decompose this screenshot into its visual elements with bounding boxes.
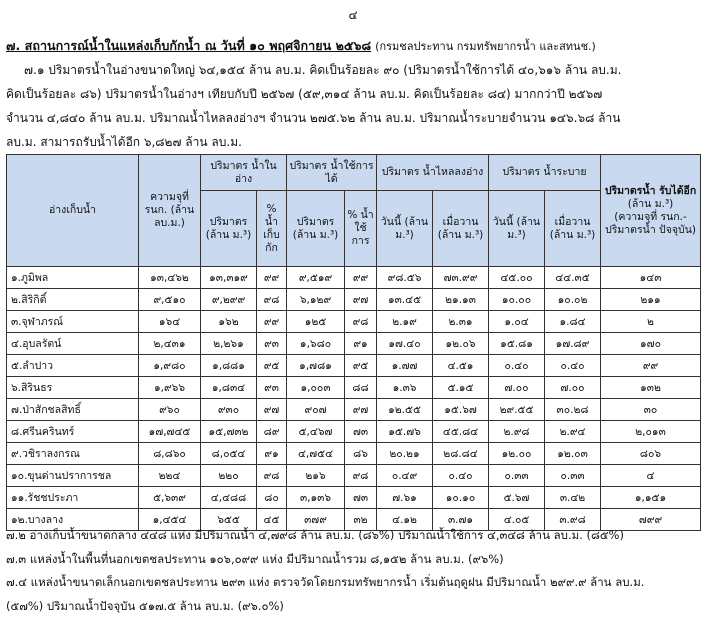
table-row [7,311,701,333]
table-cell: ๗.๖๑ [377,487,433,509]
table-cell: ๔๕.๘๔ [433,421,489,443]
header-usable: ปริมาตร (ล้าน ม.³) [287,191,345,267]
table-cell: ๗๙๙ [601,509,701,531]
table-cell: ๙๙ [257,267,287,289]
header-reservoir: อ่างเก็บน้ำ [7,155,139,267]
table-row [7,289,701,311]
note-line: ๗.๒ อ่างเก็บน้ำขนาดกลาง ๔๔๘ แห่ง มีปริมาณน้ำ ๔,๗๙๘ ล้าน ลบ.ม. (๘๖%) ปริมาณน้ำใช้การ ๔,๓๔๘ ล้าน ลบ.ม. (๘๕%) [6,528,624,542]
table-cell: ๑๓,๓๑๙ [201,267,257,289]
table-cell: ๒,๒๖๑ [201,333,257,355]
table-row [7,399,701,421]
table-cell: ๘๘ [345,377,377,399]
table-cell: ๑๕,๗๓๒ [201,421,257,443]
table-cell: ๒๘.๘๔ [433,443,489,465]
table-cell: ๙๗ [345,289,377,311]
table-row [7,377,701,399]
page-number: ๔ [348,8,358,22]
header-release-today: วันนี้ (ล้าน ม.³) [489,191,545,267]
table-cell: ๙๓ [257,333,287,355]
table-cell: ๑๕.๗๖ [377,421,433,443]
header-volume-group: ปริมาตร น้ำในอ่าง [201,155,287,191]
header-inflow-yesterday: เมื่อวาน (ล้าน ม.³) [433,191,489,267]
table-cell: ๕,๔๖๗ [287,421,345,443]
table-body [7,267,701,531]
table-cell: ๒,๐๑๓ [601,421,701,443]
table-row [7,333,701,355]
table-cell: ๒๑.๑๓ [433,289,489,311]
reservoir-name-cell: ๑๑.รัชชประภา [7,487,139,509]
table-cell: ๒๒๐ [201,465,257,487]
table-cell: ๐.๔๐ [489,355,545,377]
table-cell: ๑,๙๘๐ [139,355,201,377]
table-cell: ๑๓.๔๕ [377,289,433,311]
table-cell: ๙,๕๑๐ [139,289,201,311]
note-line: ๗.๓ แหล่งน้ำในพื้นที่นอกเขตชลประทาน ๑๐๖,๐๙๙ แห่ง มีปริมาณน้ำรวม ๘,๑๕๒ ล้าน ลบ.ม. (๙๖%) [6,551,504,566]
table-row [7,487,701,509]
table-cell: ๙๓ [257,377,287,399]
table-cell: ๑๐.๐๐ [489,289,545,311]
note-line: ๗.๔ แหล่งน้ำขนาดเล็กนอกเขตชลประทาน ๒๙๓ แห่ง ตรวจวัดโดยกรมทรัพยากรน้ำ เริ่มต้นฤดูฝน มีปริมาณน้ำ ๒๙๙.๙ ล้าน ลบ.ม. [6,575,645,589]
table-cell: ๓๐.๒๘ [545,399,601,421]
table-cell: ๒ [601,311,701,333]
paragraph-line: ๗.๑ ปริมาตรน้ำในอ่างขนาดใหญ่ ๖๔,๑๕๔ ล้าน ลบ.ม. คิดเป็นร้อยละ ๙๐ (ปริมาตรน้ำใช้การได้ ๔๐,๖๑๖ ล้าน ลบ.ม. [24,63,622,77]
header-usable-pct: % น้ำใช้ การ [345,191,377,267]
table-cell: ๔.๐๕ [489,509,545,531]
table-row [7,443,701,465]
summary-paragraph [6,58,700,154]
table-cell: ๑๒.๐๐ [489,443,545,465]
table-cell: ๔ [601,465,701,487]
table-cell: ๕,๖๓๙ [139,487,201,509]
table-cell: ๗๓ [345,487,377,509]
table-cell: ๑๗๐ [601,333,701,355]
table-cell: ๑๒.๕๕ [377,399,433,421]
table-cell: ๔๕.๐๐ [489,267,545,289]
table-cell: ๓.๗๑ [433,509,489,531]
header-inflow-today: วันนี้ (ล้าน ม.³) [377,191,433,267]
table-cell: ๙๓๐ [201,399,257,421]
table-cell: ๑,๐๐๓ [287,377,345,399]
table-cell: ๒.๙๘ [489,421,545,443]
table-header [7,155,701,267]
header-capacity-left-unit: (ล้าน ม.³) [627,197,674,210]
table-cell: ๘๐ [257,487,287,509]
table-cell: ๙๘ [345,465,377,487]
table-cell: ๙๙ [601,355,701,377]
table-row [7,421,701,443]
table-cell: ๐.๔๐ [433,465,489,487]
reservoir-name-cell: ๓.จุฬาภรณ์ [7,311,139,333]
table-cell: ๙๘ [257,289,287,311]
table-cell: ๓.๔๒ [545,487,601,509]
table-cell: ๙,๒๙๙ [201,289,257,311]
table-cell: ๑,๘๘๑ [201,355,257,377]
table-cell: ๖,๑๒๙ [287,289,345,311]
reservoir-table [6,154,701,531]
header-release-yesterday: เมื่อวาน (ล้าน ม.³) [545,191,601,267]
section-source: (กรมชลประทาน กรมทรัพยากรน้ำ และสทนช.) [375,40,596,53]
table-cell: ๒.๑๙ [377,311,433,333]
reservoir-name-cell: ๕.ลำปาว [7,355,139,377]
table-cell: ๗.๐๐ [489,377,545,399]
table-cell: ๒๐.๒๑ [377,443,433,465]
table-cell: ๙๕ [257,355,287,377]
table-cell: ๑๒.๐๖ [433,333,489,355]
table-cell: ๑๐.๐๒ [545,289,601,311]
table-cell: ๘๐๖ [601,443,701,465]
table-cell: ๘,๐๕๔ [201,443,257,465]
table-cell: ๙๙ [257,311,287,333]
table-cell: ๑๐.๑๐ [433,487,489,509]
reservoir-name-cell: ๒.สิริกิติ์ [7,289,139,311]
table-cell: ๑๕.๘๑ [489,333,545,355]
table-cell: ๑,๖๘๐ [287,333,345,355]
table-cell: ๔,๗๕๔ [287,443,345,465]
table-cell: ๑๕.๖๗ [433,399,489,421]
reservoir-name-cell: ๘.ศรีนครินทร์ [7,421,139,443]
header-capacity: ความจุที่ รนก. (ล้าน ลบ.ม.) [139,155,201,267]
table-cell: ๐.๓๓ [489,465,545,487]
table-cell: ๑.๐๔ [489,311,545,333]
table-cell: ๙๗ [345,399,377,421]
table-row [7,355,701,377]
reservoir-name-cell: ๑๐.ขุนด่านปราการชล [7,465,139,487]
table-cell: ๑๗.๘๙ [545,333,601,355]
header-release-group: ปริมาตร น้ำระบาย [489,155,601,191]
table-cell: ๐.๔๐ [545,355,601,377]
section-heading [6,36,702,56]
table-cell: ๑๔๓ [601,267,701,289]
header-inflow-group: ปริมาตร น้ำไหลลงอ่าง [377,155,489,191]
table-row [7,465,701,487]
table-cell: ๙๐๗ [287,399,345,421]
table-cell: ๔๕ [257,509,287,531]
table-cell: ๒๑๖ [287,465,345,487]
table-cell: ๙๕ [345,355,377,377]
table-cell: ๔,๔๘๘ [201,487,257,509]
table-cell: ๒.๙๔ [545,421,601,443]
table-cell: ๙๘ [345,311,377,333]
table-cell: ๘๙ [257,421,287,443]
table-cell: ๓๗๙ [287,509,345,531]
table-cell: ๔.๑๒ [377,509,433,531]
reservoir-name-cell: ๗.ป่าสักชลสิทธิ์ [7,399,139,421]
table-cell: ๕.๑๕ [433,377,489,399]
table-cell: ๔๔.๓๕ [545,267,601,289]
table-cell: ๙๑ [257,443,287,465]
header-volume-pct: % น้ำ เก็บ กัก [257,191,287,267]
table-cell: ๓,๑๓๖ [287,487,345,509]
paragraph-line: จำนวน ๔,๘๔๐ ล้าน ลบ.ม. ปริมาณน้ำไหลลงอ่างฯ จำนวน ๒๗๕.๖๒ ล้าน ลบ.ม. ปริมาณน้ำระบายจำนวน ๑๔๖.๖๘ ล้าน [6,111,621,125]
table-cell: ๑๓,๔๖๒ [139,267,201,289]
notes-section [6,524,700,618]
table-cell: ๑๒๕ [287,311,345,333]
note-line: (๕๗%) ปริมาณน้ำปัจจุบัน ๕๑๗.๕ ล้าน ลบ.ม. (๙๖.๐%) [6,598,284,613]
table-cell: ๗๓.๙๙ [433,267,489,289]
table-cell: ๓.๙๘ [545,509,601,531]
table-cell: ๙,๕๑๙ [287,267,345,289]
table-cell: ๗.๐๐ [545,377,601,399]
table-cell: ๑๒.๐๓ [545,443,601,465]
table-cell: ๐.๓๓ [545,465,601,487]
table-cell: ๙๘ [257,465,287,487]
table-cell: ๑,๘๓๔ [201,377,257,399]
reservoir-name-cell: ๙.วชิราลงกรณ [7,443,139,465]
table-cell: ๗๓ [345,421,377,443]
reservoir-name-cell: ๑๒.บางลาง [7,509,139,531]
header-usable-group: ปริมาตร น้ำใช้การได้ [287,155,377,191]
table-cell: ๙๗ [257,399,287,421]
table-cell: ๑๗,๗๔๕ [139,421,201,443]
table-cell: ๑๖๔ [139,311,201,333]
header-volume: ปริมาตร (ล้าน ม.³) [201,191,257,267]
table-cell: ๑,๗๘๑ [287,355,345,377]
table-cell: ๘,๘๖๐ [139,443,201,465]
reservoir-name-cell: ๑.ภูมิพล [7,267,139,289]
table-cell: ๑.๓๖ [377,377,433,399]
header-capacity-left [601,155,701,267]
table-cell: ๒,๔๓๑ [139,333,201,355]
table-cell: ๒.๓๑ [433,311,489,333]
reservoir-name-cell: ๖.สิรินธร [7,377,139,399]
table-cell: ๐.๔๙ [377,465,433,487]
paragraph-line: ลบ.ม. สามารถรับน้ำได้อีก ๖,๘๒๗ ล้าน ลบ.ม. [6,135,242,149]
table-cell: ๑๖๒ [201,311,257,333]
table-cell: ๙๘.๕๖ [377,267,433,289]
table-cell: ๕.๖๗ [489,487,545,509]
section-title: ๗. สถานการณ์น้ำในแหล่งเก็บกักน้ำ ณ วันที่ ๑๐ พฤศจิกายน ๒๕๖๘ [6,38,372,53]
table-cell: ๙๖๐ [139,399,201,421]
header-capacity-left-title: ปริมาตรน้ำ รับได้อีก [604,184,697,197]
table-cell: ๓๐ [601,399,701,421]
table-cell: ๒๙.๕๕ [489,399,545,421]
table-cell: ๖๕๕ [201,509,257,531]
reservoir-name-cell: ๔.อุบลรัตน์ [7,333,139,355]
table-cell: ๑๗.๔๐ [377,333,433,355]
table-cell: ๓๒ [345,509,377,531]
table-cell: ๑.๗๗ [377,355,433,377]
table-cell: ๔.๕๑ [433,355,489,377]
table-cell: ๘๖ [345,443,377,465]
table-cell: ๑,๙๖๖ [139,377,201,399]
header-capacity-left-note: (ความจุที่ รนก.- ปริมาตรน้ำ ปัจจุบัน) [605,210,696,236]
paragraph-line: คิดเป็นร้อยละ ๘๖) ปริมาตรน้ำในอ่างฯ เทียบกับปี ๒๕๖๗ (๕๙,๓๑๔ ล้าน ลบ.ม. คิดเป็นร้อยละ ๘๔) มากกว่าปี ๒๕๖๗ [6,87,603,101]
table-cell: ๑๓๒ [601,377,701,399]
table-cell: ๑,๑๕๑ [601,487,701,509]
table-cell: ๒๒๔ [139,465,201,487]
table-cell: ๑.๘๔ [545,311,601,333]
table-cell: ๙๑ [345,333,377,355]
table-cell: ๙๙ [345,267,377,289]
table-cell: ๒๑๑ [601,289,701,311]
table-row [7,267,701,289]
table-cell: ๑,๔๕๔ [139,509,201,531]
